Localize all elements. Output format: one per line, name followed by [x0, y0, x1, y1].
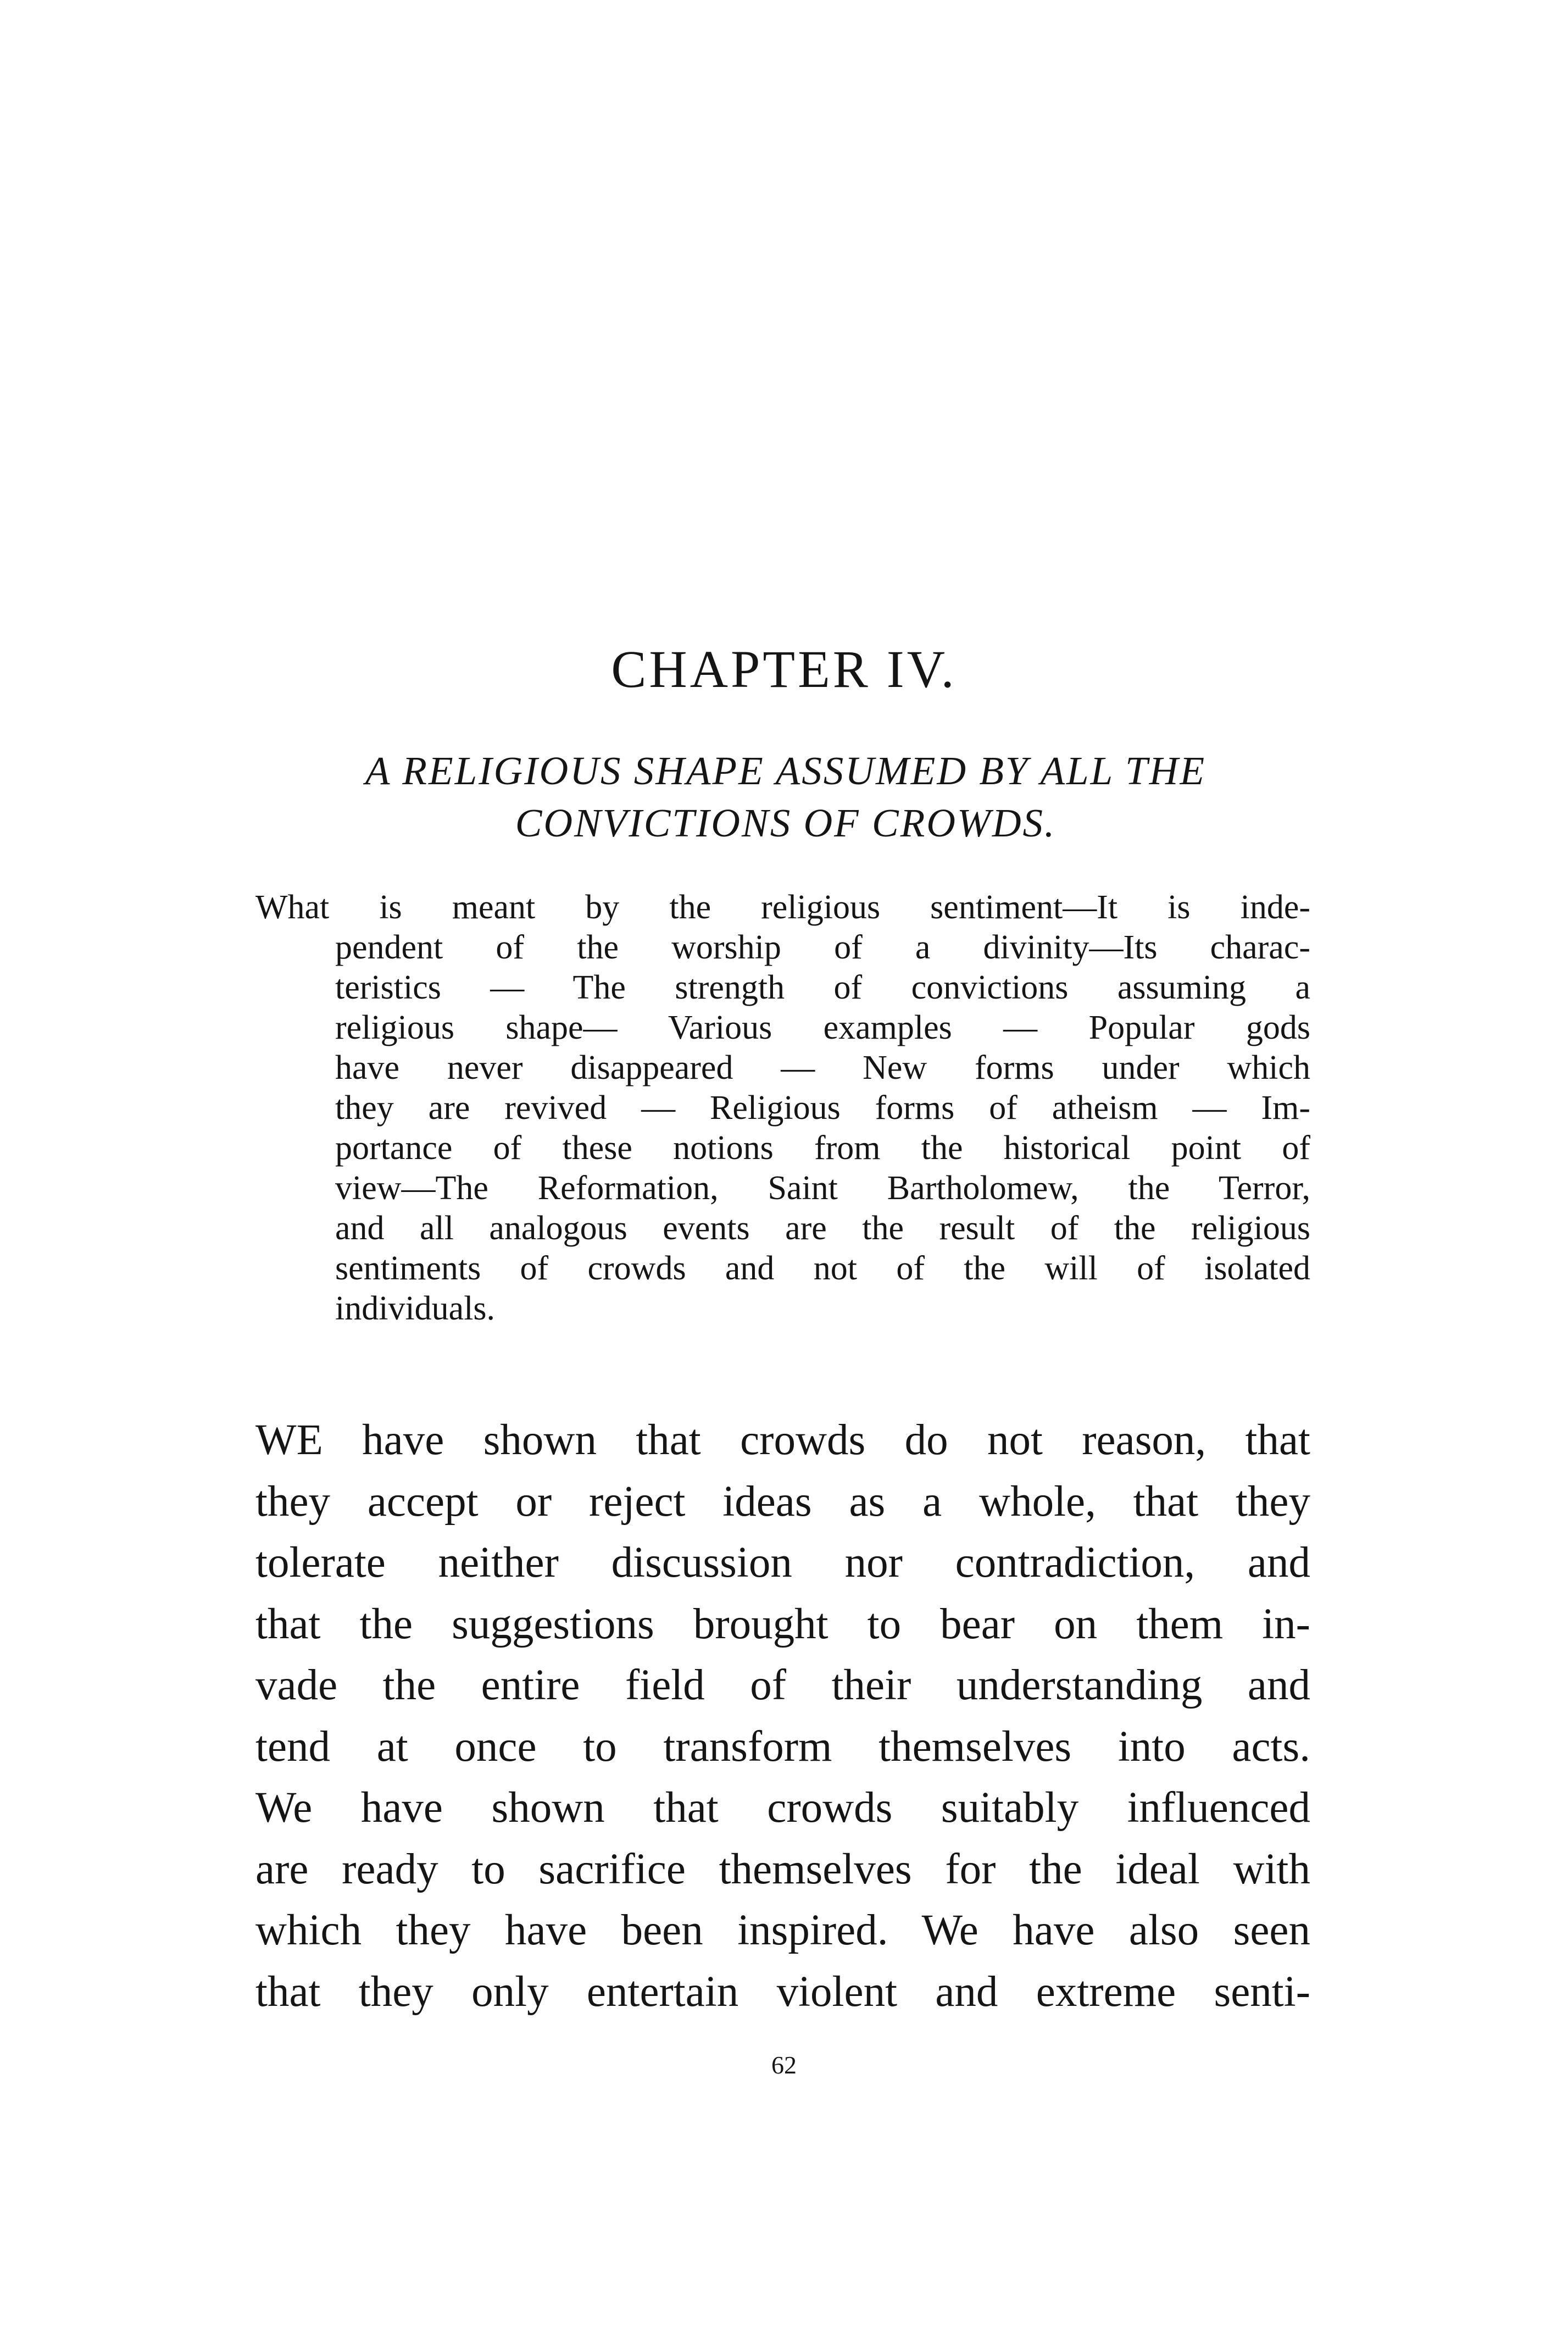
synopsis-line: individuals.	[335, 1290, 496, 1327]
synopsis-line: What is meant by the religious sentiment—It is inde-	[255, 889, 1310, 926]
body-line: which they have been inspired. We have also seen	[255, 1906, 1310, 1954]
synopsis-line: they are revived — Religious forms of atheism — Im-	[335, 1089, 1310, 1127]
synopsis-line: and all analogous events are the result of the religious	[335, 1210, 1310, 1247]
page-number: 62	[771, 2051, 797, 2079]
synopsis-line: portance of these notions from the historical point of	[335, 1129, 1310, 1167]
synopsis-line: pendent of the worship of a divinity—Its charac-	[335, 929, 1310, 966]
body-line: We have shown that crowds suitably influenced	[255, 1784, 1310, 1832]
body-line: tolerate neither discussion nor contradiction, and	[255, 1539, 1310, 1587]
body-line: that they only entertain violent and extreme senti-	[255, 1967, 1310, 2016]
body-line: tend at once to transform themselves into acts.	[255, 1722, 1310, 1771]
synopsis-line: have never disappeared — New forms under which	[335, 1049, 1310, 1086]
body-line: vade the entire field of their understanding and	[255, 1661, 1310, 1709]
chapter-heading: CHAPTER IV.	[611, 640, 957, 698]
body-line: they accept or reject ideas as a whole, that they	[255, 1477, 1310, 1526]
body-text	[255, 1410, 1310, 2022]
chapter-synopsis	[255, 888, 1310, 1329]
body-line: are ready to sacrifice themselves for the ideal with	[255, 1845, 1310, 1893]
synopsis-line: teristics — The strength of convictions assuming a	[335, 969, 1310, 1006]
chapter-title-line: CONVICTIONS OF CROWDS.	[515, 801, 1057, 845]
body-line: WE have shown that crowds do not reason, that	[255, 1416, 1310, 1464]
synopsis-line: view—The Reformation, Saint Bartholomew, the Terror,	[335, 1169, 1310, 1207]
chapter-title	[308, 745, 1264, 849]
synopsis-line: sentiments of crowds and not of the will of isolated	[335, 1250, 1310, 1287]
synopsis-line: religious shape— Various examples — Popular gods	[335, 1009, 1310, 1046]
chapter-title-line: A RELIGIOUS SHAPE ASSUMED BY ALL THE	[365, 748, 1206, 793]
body-line: that the suggestions brought to bear on them in-	[255, 1600, 1310, 1648]
